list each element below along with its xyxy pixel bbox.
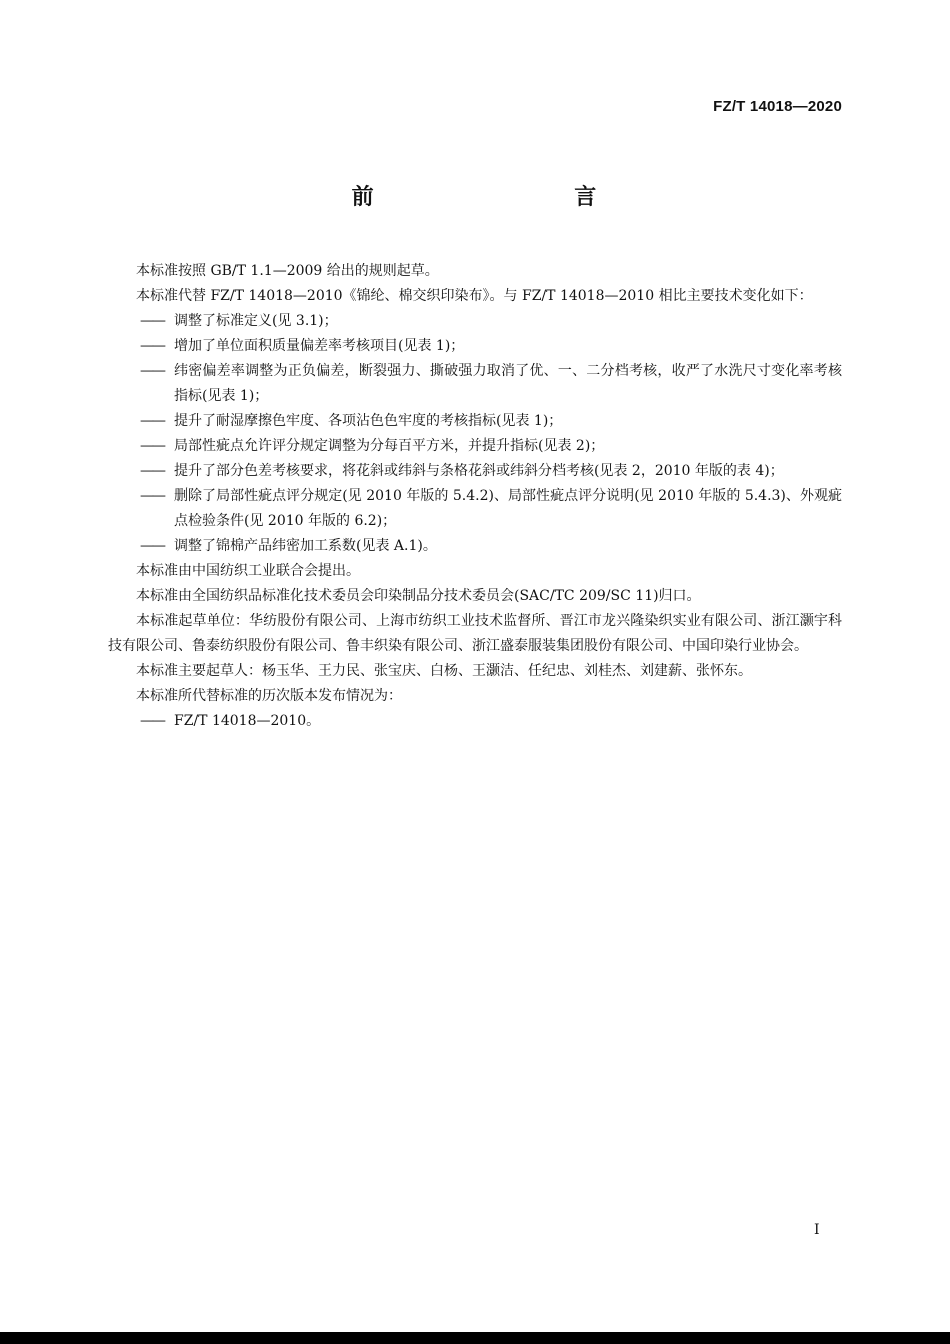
dash-marker: —— bbox=[140, 413, 164, 429]
paragraph-administrator: 本标准由全国纺织品标准化技术委员会印染制品分技术委员会(SAC/TC 209/SC 11)归口。 bbox=[136, 588, 701, 604]
dash-marker: —— bbox=[140, 488, 164, 504]
list-item-text: 提升了部分色差考核要求，将花斜或纬斜与条格花斜或纬斜分档考核(见表 2，2010 年版的表 4)； bbox=[174, 463, 784, 479]
list-item-text: 增加了单位面积质量偏差率考核项目(见表 1)； bbox=[174, 338, 465, 354]
page-number: I bbox=[814, 1222, 820, 1238]
foreword-body bbox=[108, 259, 842, 734]
standard-code: FZ/T 14018—2020 bbox=[713, 98, 842, 115]
paragraph-drafters: 本标准主要起草人：杨玉华、王力民、张宝庆、白杨、王灏洁、任纪忠、刘桂杰、刘建薪、张怀东。 bbox=[136, 663, 752, 679]
list-item-text: 提升了耐湿摩擦色牢度、各项沾色色牢度的考核指标(见表 1)； bbox=[174, 413, 563, 429]
list-item bbox=[108, 334, 842, 359]
paragraph-drafting-units: 本标准起草单位：华纺股份有限公司、上海市纺织工业技术监督所、晋江市龙兴隆染织实业有限公司、浙江灏宇科技有限公司、鲁泰纺织股份有限公司、鲁丰织染有限公司、浙江盛泰服装集团股份有限公司、中国印染行业协会。 bbox=[108, 613, 842, 654]
dash-marker: —— bbox=[140, 538, 164, 554]
dash-marker: —— bbox=[140, 463, 164, 479]
list-item bbox=[108, 459, 842, 484]
list-item-text: 调整了标准定义(见 3.1)； bbox=[174, 313, 338, 329]
dash-marker: —— bbox=[140, 713, 164, 729]
list-item bbox=[108, 709, 842, 734]
dash-marker: —— bbox=[140, 363, 164, 379]
list-item-text: 纬密偏差率调整为正负偏差，断裂强力、撕破强力取消了优、一、二分档考核，收严了水洗尺寸变化率考核指标(见表 1)； bbox=[174, 363, 842, 404]
paragraph-history-intro: 本标准所代替标准的历次版本发布情况为： bbox=[136, 688, 402, 704]
list-item bbox=[108, 484, 842, 534]
history-list bbox=[108, 709, 842, 734]
list-item bbox=[108, 409, 842, 434]
list-item-text: FZ/T 14018—2010。 bbox=[174, 713, 321, 729]
page-title: 前 言 bbox=[351, 185, 599, 210]
dash-marker: —— bbox=[140, 438, 164, 454]
bottom-rule bbox=[0, 1332, 950, 1344]
dash-marker: —— bbox=[140, 313, 164, 329]
list-item-text: 局部性疵点允许评分规定调整为分每百平方米，并提升指标(见表 2)； bbox=[174, 438, 605, 454]
list-item bbox=[108, 434, 842, 459]
dash-marker: —— bbox=[140, 338, 164, 354]
list-item bbox=[108, 359, 842, 409]
list-item-text: 删除了局部性疵点评分规定(见 2010 年版的 5.4.2)、局部性疵点评分说明(见 2010 年版的 5.4.3)、外观疵点检验条件(见 2010 年版的 6.2)； bbox=[174, 488, 842, 529]
list-item-text: 调整了锦棉产品纬密加工系数(见表 A.1)。 bbox=[174, 538, 437, 554]
paragraph-replacement: 本标准代替 FZ/T 14018—2010《锦纶、棉交织印染布》。与 FZ/T 14018—2010 相比主要技术变化如下： bbox=[136, 288, 813, 304]
list-item bbox=[108, 534, 842, 559]
paragraph-drafting-rules: 本标准按照 GB/T 1.1—2009 给出的规则起草。 bbox=[136, 263, 439, 279]
paragraph-proposer: 本标准由中国纺织工业联合会提出。 bbox=[136, 563, 360, 579]
list-item bbox=[108, 309, 842, 334]
changes-list bbox=[108, 309, 842, 559]
